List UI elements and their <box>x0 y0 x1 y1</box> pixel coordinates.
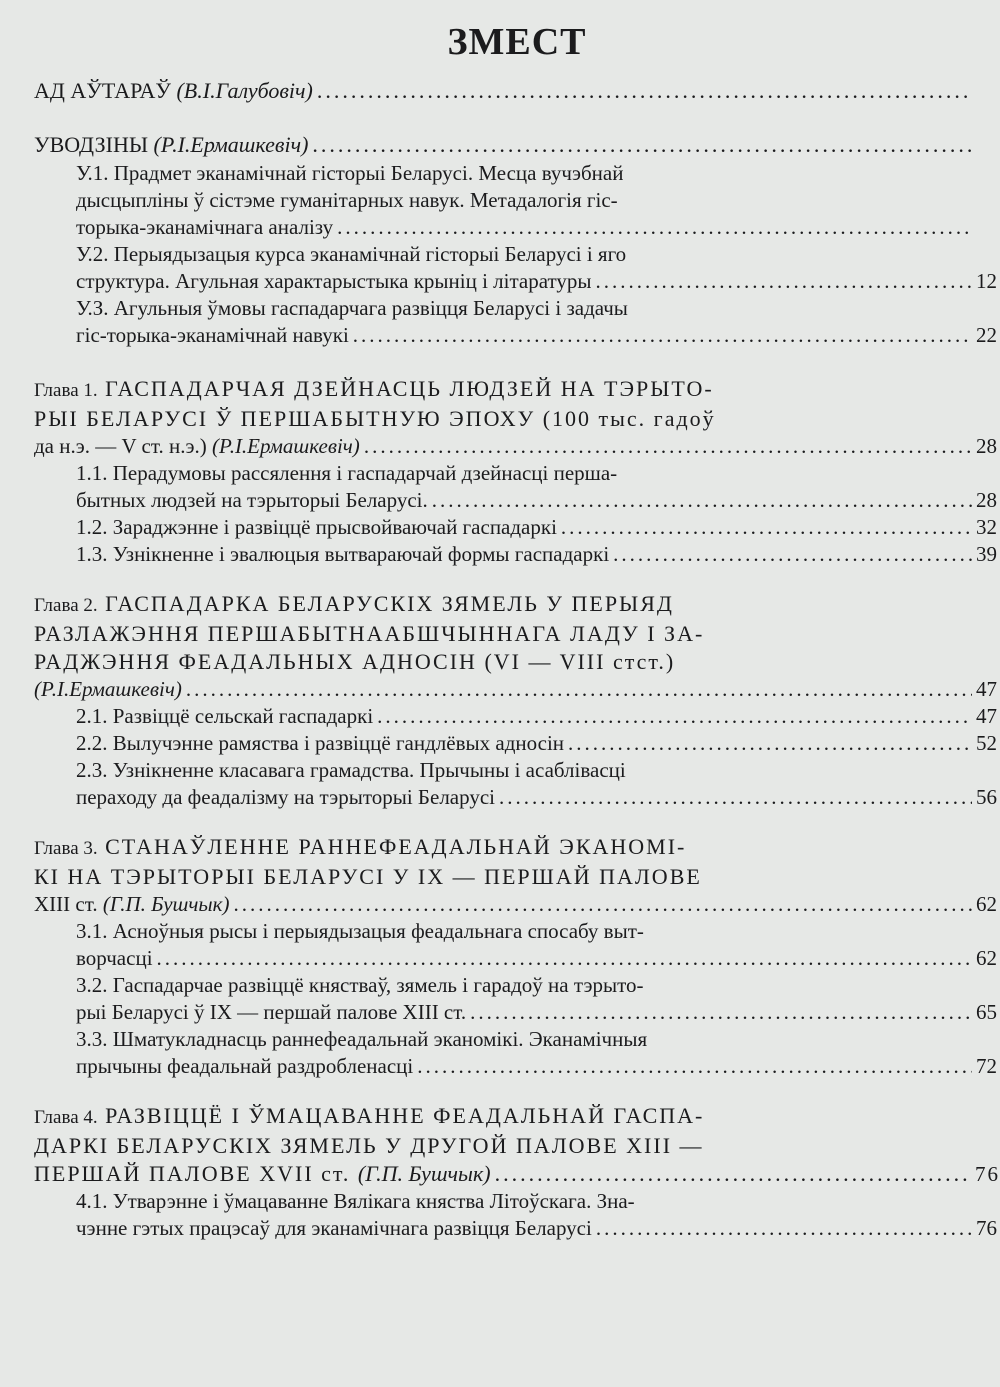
entry-line: ПЕРШАЙ ПАЛОВЕ XVII ст. <box>34 1161 351 1186</box>
entry-line: СТАНАЎЛЕННЕ РАННЕФЕАДАЛЬНАЙ ЭКАНОМІ- <box>105 834 687 859</box>
entry-author: (Р.І.Ермашкевіч) <box>211 434 360 458</box>
entry-line: 3.3. Шматукладнасць раннефеадальнай эканомікі. Эканамічныя <box>76 1027 648 1051</box>
toc-entry-preface[interactable] <box>34 76 1000 106</box>
entry-line: У.З. Агульныя ўмовы гаспадарчага развіцця Беларусі і задачы <box>76 296 628 320</box>
page-number: 72 <box>976 1054 997 1078</box>
toc-entry-2-2[interactable] <box>34 730 1000 757</box>
page-title: ЗМЕСТ <box>447 21 587 63</box>
toc-entry-1-1[interactable] <box>34 460 1000 514</box>
entry-line: 2.1. Развіццё сельскай гаспадаркі <box>76 704 374 728</box>
entry-line: рыі Беларусі ў IX — першай палове XIII ст. <box>76 1000 467 1024</box>
page-number: 12 <box>976 269 997 293</box>
chapter-label: Глава 2. <box>34 595 98 616</box>
page-number: 62 <box>976 946 997 970</box>
entry-title: УВОДЗІНЫ <box>34 132 149 157</box>
toc-entry-chapter-4[interactable] <box>34 1102 1000 1188</box>
entry-line: ворчасці <box>76 946 153 970</box>
entry-line: прычыны феадальнай раздробленасці <box>76 1054 414 1078</box>
leader-dots <box>337 214 972 241</box>
leader-dots <box>186 676 972 703</box>
leader-dots <box>417 1053 972 1080</box>
leader-dots <box>495 1160 971 1188</box>
page-number: 47 <box>976 677 997 701</box>
leader-dots <box>312 130 972 160</box>
page-number: 56 <box>976 785 997 809</box>
entry-author: (В.І.Галубовіч) <box>176 78 313 103</box>
entry-line: РЫІ БЕЛАРУСІ Ў ПЕРШАБЫТНУЮ ЭПОХУ (100 тыс. гадоў <box>34 406 716 431</box>
chapter-label: Глава 3. <box>34 838 98 859</box>
page-number: 52 <box>976 731 997 755</box>
toc-entry-u3[interactable] <box>34 295 1000 349</box>
chapter-label: Глава 1. <box>34 380 98 401</box>
entry-author: (Г.П. Бушчык) <box>357 1161 491 1186</box>
page-number: 28 <box>976 488 997 512</box>
leader-dots <box>157 945 972 972</box>
leader-dots <box>233 891 972 918</box>
entry-line: У.1. Прадмет эканамічнай гісторыі Беларусі. Месца вучэбнай <box>76 161 624 185</box>
entry-line: 1.3. Узнікненне і эвалюцыя вытвараючай формы гаспадаркі <box>76 542 610 566</box>
entry-line: РАЗЛАЖЭННЯ ПЕРШАБЫТНААБШЧЫННАГА ЛАДУ І ЗА- <box>34 621 705 646</box>
entry-line: 1.2. Зараджэнне і развіццё прысвойваючай гаспадаркі <box>76 515 557 539</box>
leader-dots <box>364 433 972 460</box>
chapter-label: Глава 4. <box>34 1107 98 1128</box>
toc-entry-u2[interactable] <box>34 241 1000 295</box>
entry-author: (Р.І.Ермашкевіч) <box>34 677 182 701</box>
entry-line: 3.1. Асноўныя рысы і перыядызацыя феадальнага спосабу выт- <box>76 919 644 943</box>
entry-line: бытных людзей на тэрыторыі Беларусі. <box>76 488 428 512</box>
leader-dots <box>353 322 972 349</box>
entry-line: пераходу да феадалізму на тэрыторыі Беларусі <box>76 785 495 809</box>
toc-entry-2-3[interactable] <box>34 757 1000 811</box>
page-number: 65 <box>976 1000 997 1024</box>
toc-entry-3-3[interactable] <box>34 1026 1000 1080</box>
entry-line: дысцыпліны ў сістэме гуманітарных навук. Метадалогія гіс- <box>76 188 618 212</box>
entry-line: ДАРКІ БЕЛАРУСКІХ ЗЯМЕЛЬ У ДРУГОЙ ПАЛОВЕ XIII — <box>34 1133 704 1158</box>
entry-line: да н.э. — V ст. н.э.) <box>34 434 207 458</box>
toc-entry-chapter-3[interactable] <box>34 833 1000 918</box>
entry-line: чэнне гэтых працэсаў для эканамічнага развіцця Беларусі <box>76 1216 592 1240</box>
entry-line: 2.3. Узнікненне класавага грамадства. Прычыны і асаблівасці <box>76 758 626 782</box>
toc-entry-3-1[interactable] <box>34 918 1000 972</box>
toc-entry-1-2[interactable] <box>34 514 1000 541</box>
entry-line: 4.1. Утварэнне і ўмацаванне Вялікага княства Літоўскага. Зна- <box>76 1189 635 1213</box>
toc-entry-2-1[interactable] <box>34 703 1000 730</box>
page-number: 22 <box>976 323 997 347</box>
entry-line: РАЗВІЦЦЁ І ЎМАЦАВАННЕ ФЕАДАЛЬНАЙ ГАСПА- <box>105 1103 705 1128</box>
toc-entry-chapter-2[interactable] <box>34 590 1000 703</box>
page-number: 39 <box>976 542 997 566</box>
entry-line: 2.2. Вылучэнне рамяства і развіццё гандлёвых адносін <box>76 731 565 755</box>
entry-line: гіс-торыка-эканамічнай навукі <box>76 323 349 347</box>
leader-dots <box>561 514 972 541</box>
leader-dots <box>596 268 972 295</box>
entry-line: ГАСПАДАРЧАЯ ДЗЕЙНАСЦЬ ЛЮДЗЕЙ НА ТЭРЫТО- <box>105 376 714 401</box>
entry-title: АД АЎТАРАЎ <box>34 78 171 103</box>
leader-dots <box>568 730 972 757</box>
entry-line: КІ НА ТЭРЫТОРЫІ БЕЛАРУСІ У IX — ПЕРШАЙ ПАЛОВЕ <box>34 864 702 889</box>
leader-dots <box>499 784 972 811</box>
page-number: 28 <box>976 434 997 458</box>
leader-dots <box>596 1215 972 1242</box>
leader-dots <box>613 541 972 568</box>
toc-entry-3-2[interactable] <box>34 972 1000 1026</box>
entry-author: (Г.П. Бушчык) <box>102 892 230 916</box>
entry-line: структура. Агульная характарыстыка крыніц і літаратуры <box>76 269 592 293</box>
entry-line: У.2. Перыядызацыя курса эканамічнай гісторыі Беларусі і яго <box>76 242 627 266</box>
toc-entry-u1[interactable] <box>34 160 1000 241</box>
toc-entry-1-3[interactable] <box>34 541 1000 568</box>
leader-dots <box>377 703 972 730</box>
entry-line: 1.1. Перадумовы рассялення і гаспадарчай дзейнасці перша- <box>76 461 618 485</box>
toc-entry-4-1[interactable] <box>34 1188 1000 1242</box>
entry-line: 3.2. Гаспадарчае развіццё княстваў, зямель і гарадоў на тэрыто- <box>76 973 644 997</box>
toc-entry-intro[interactable] <box>34 130 1000 160</box>
toc-entry-chapter-1[interactable] <box>34 375 1000 460</box>
leader-dots <box>317 76 972 106</box>
entry-line: РАДЖЭННЯ ФЕАДАЛЬНЫХ АДНОСІН (VI — VIII стст.) <box>34 649 676 674</box>
page-number: 76 <box>976 1216 997 1240</box>
page-number: 62 <box>976 892 997 916</box>
entry-line: торыка-эканамічнага аналізу <box>76 215 334 239</box>
entry-line: ГАСПАДАРКА БЕЛАРУСКІХ ЗЯМЕЛЬ У ПЕРЫЯД <box>105 591 674 616</box>
leader-dots <box>432 487 972 514</box>
entry-author: (Р.І.Ермашкевіч) <box>153 132 309 157</box>
page-number: 76 <box>975 1162 1000 1186</box>
leader-dots <box>470 999 972 1026</box>
page-number: 32 <box>976 515 997 539</box>
entry-line: XIII ст. <box>34 892 98 916</box>
page-number: 47 <box>976 704 997 728</box>
